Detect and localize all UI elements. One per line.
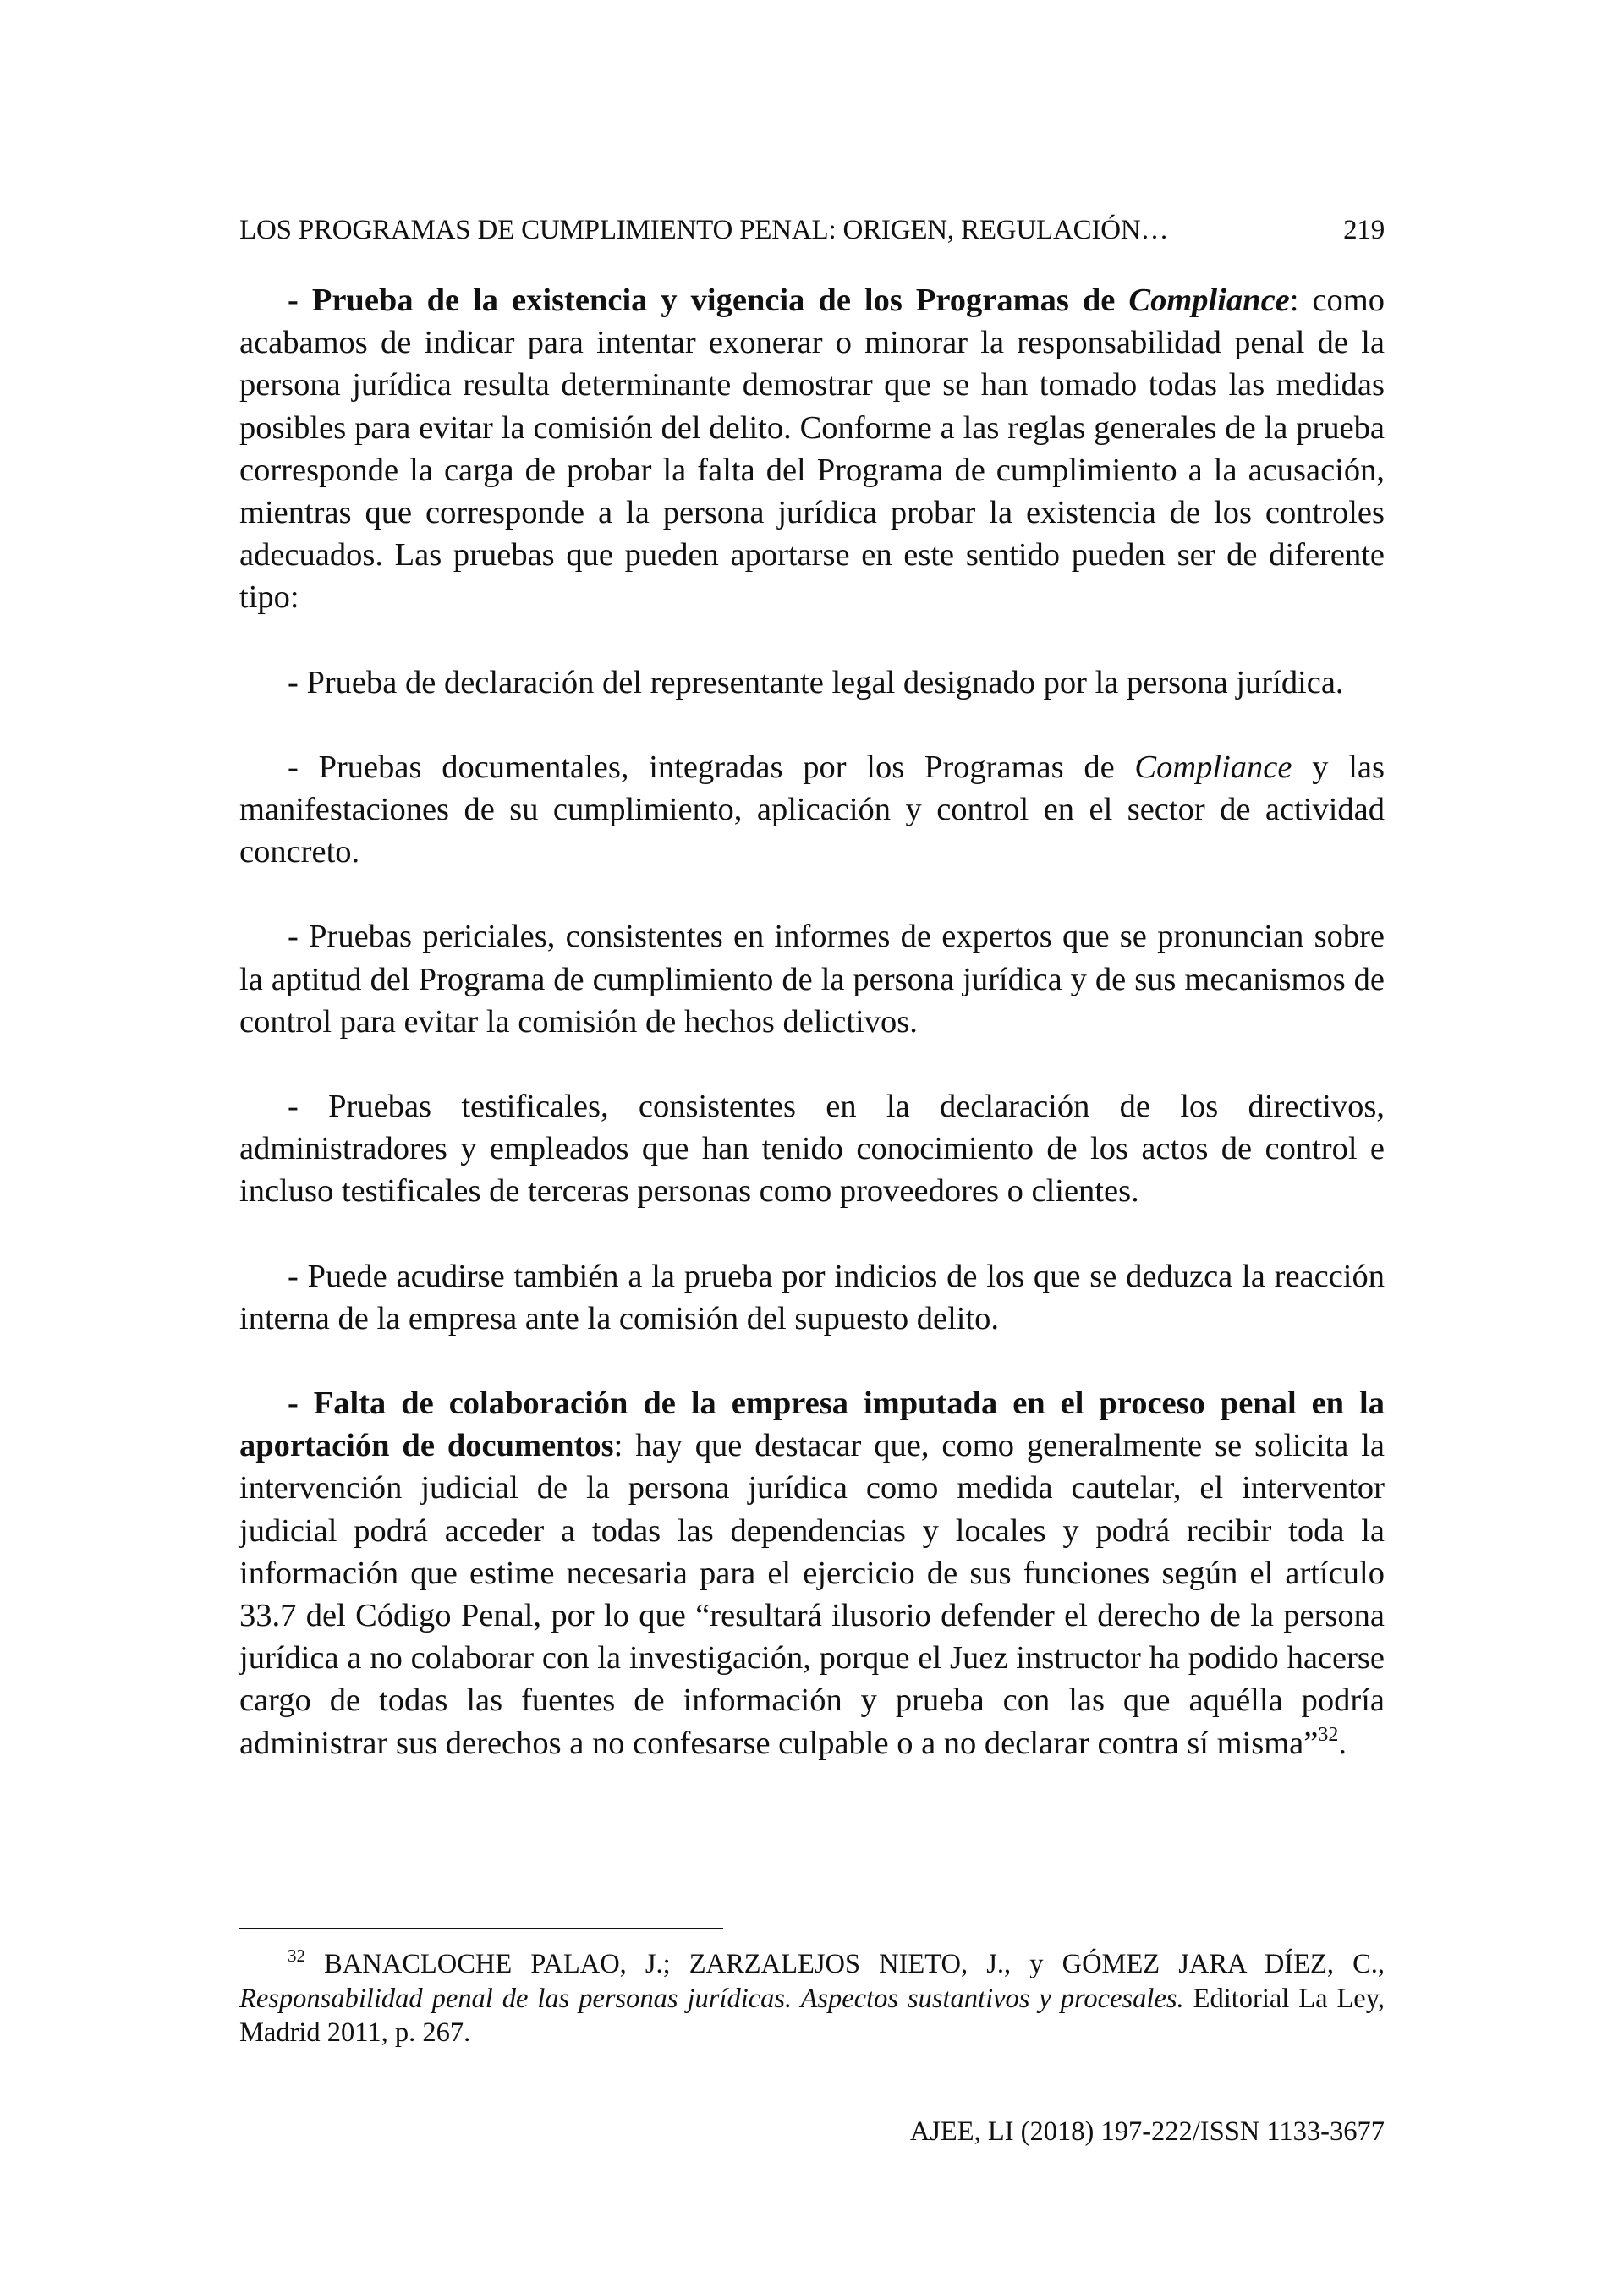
paragraph-lack-of-collaboration [239, 1382, 1385, 1764]
paragraph-text: : hay que destacar que, como generalmente se solicita la intervención judicial de la persona jurídica como medida cautelar, el interventor judicial podrá acceder a todas las dependencias y locales y podrá recibir toda la información que estime necesaria para el ejercicio de sus funciones según el artículo 33.7 del Código Penal, por lo que “resultará ilusorio defender el derecho de la persona jurídica a no colaborar con la investigación, porque el Juez instructor ha podido hacerse cargo de todas las fuentes de información y prueba con las que aquélla podría administrar sus derechos a no confesarse culpable o a no declarar contra sí misma” [239, 1428, 1385, 1761]
paragraph-text: : como acabamos de indicar para intentar exonerar o minorar la responsabilidad penal de la persona jurídica resulta determinante demostrar que se han tomado todas las medidas posibles para evitar la comisión del delito. Conforme a las reglas generales de la prueba corresponde la carga de probar la falta del Programa de cumplimiento a la acusación, mientras que corresponde a la persona jurídica probar la existencia de los controles adecuados. Las pruebas que pueden aportarse en este sentido pueden ser de diferente tipo: [239, 283, 1385, 616]
list-item-expert-evidence [239, 915, 1385, 1043]
footnote-separator [239, 1928, 723, 1929]
paragraph-heading: - Prueba de la existencia y vigencia de los Programas de [288, 283, 1129, 318]
paragraph-heading: - Falta de colaboración de la empresa imputada en el proceso penal en la aportación de documentos [239, 1386, 1385, 1464]
footnotes [239, 1947, 1385, 2050]
footnote-reference[interactable]: 32 [1318, 1723, 1339, 1746]
running-header [239, 213, 1385, 247]
body-text [239, 279, 1385, 1764]
paragraph-text: - Pruebas documentales, integradas por los Programas de [288, 749, 1135, 785]
paragraph-text: - Pruebas periciales, consistentes en informes de expertos que se pronuncian sobre la aptitud del Programa de cumplimiento de la persona jurídica y de sus mecanismos de control para evitar la comisión de hechos delictivos. [239, 919, 1385, 1040]
list-item-testimony-legal-representative [239, 661, 1385, 704]
paragraph-proof-of-compliance [239, 279, 1385, 619]
footnote-number: 32 [288, 1946, 305, 1966]
footnote-publisher: Editorial La Ley, Madrid 2011, p. 267. [239, 1983, 1385, 2048]
list-item-documentary-evidence [239, 746, 1385, 874]
running-footer: AJEE, LI (2018) 197-222/ISSN 1133-3677 [909, 2116, 1385, 2147]
list-item-witness-evidence [239, 1085, 1385, 1213]
paragraph-text-end: . [1338, 1725, 1347, 1761]
emphasis-term: Compliance [1128, 283, 1290, 318]
list-item-circumstantial-evidence [239, 1255, 1385, 1340]
paragraph-text: - Puede acudirse también a la prueba por indicios de los que se deduzca la reacción interna de la empresa ante la comisión del supuesto delito. [239, 1258, 1385, 1336]
paragraph-text: - Pruebas testificales, consistentes en la declaración de los directivos, administradores y empleados que han tenido conocimiento de los actos de control e incluso testificales de terceras personas como proveedores o clientes. [239, 1089, 1385, 1210]
emphasis-term: Compliance [1134, 749, 1292, 785]
running-title: LOS PROGRAMAS DE CUMPLIMIENTO PENAL: ORIGEN, REGULACIÓN… [239, 215, 1169, 245]
footnote-title: Responsabilidad penal de las personas jurídicas. Aspectos sustantivos y procesales. [239, 1983, 1184, 2014]
footnote-authors: BANACLOCHE PALAO, J.; ZARZALEJOS NIETO, J., y GÓMEZ JARA DÍEZ, C., [305, 1949, 1385, 1979]
footnote [239, 1947, 1385, 2050]
paragraph-text: - Prueba de declaración del representante legal designado por la persona jurídica. [288, 664, 1344, 700]
paragraph-text: y las manifestaciones de su cumplimiento, aplicación y control en el sector de actividad concreto. [239, 749, 1385, 870]
page-number: 219 [1343, 215, 1385, 245]
